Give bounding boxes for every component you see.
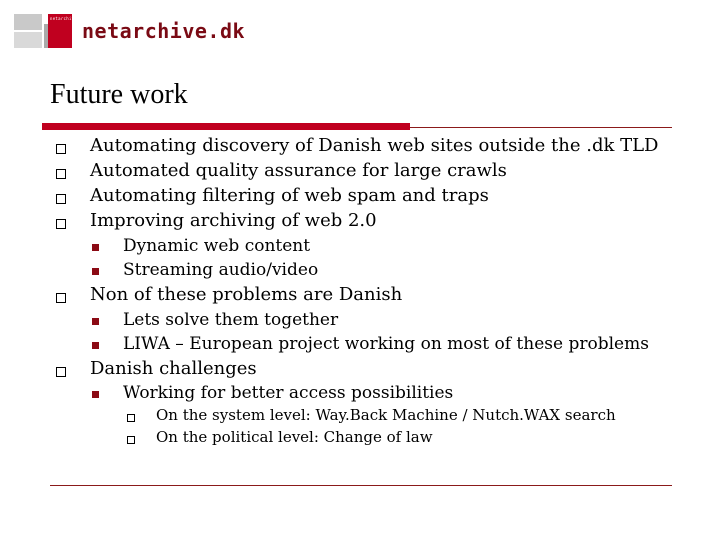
sub-sub-bullet-item: On the political level: Change of law bbox=[156, 428, 433, 446]
hollow-square-bullet-icon bbox=[56, 194, 66, 204]
hollow-square-bullet-icon bbox=[56, 219, 66, 229]
bullet-item: Danish challenges bbox=[90, 358, 257, 379]
logo-tiny-text: netarchive.dk bbox=[50, 16, 86, 21]
sub-sub-bullet-item: On the system level: Way.Back Machine / Nutch.WAX search bbox=[156, 406, 616, 424]
filled-square-bullet-icon bbox=[92, 268, 99, 275]
sub-bullet-item: Streaming audio/video bbox=[123, 260, 319, 280]
logo-square-grey-top bbox=[14, 14, 42, 30]
bullet-item: Automated quality assurance for large crawls bbox=[90, 160, 507, 181]
bullet-item: Automating discovery of Danish web sites outside the .dk TLD bbox=[90, 135, 659, 156]
sub-bullet-item: Working for better access possibilities bbox=[123, 383, 454, 403]
netarchive-logo-mark bbox=[14, 14, 86, 50]
small-hollow-square-bullet-icon bbox=[127, 414, 135, 422]
filled-square-bullet-icon bbox=[92, 391, 99, 398]
hollow-square-bullet-icon bbox=[56, 144, 66, 154]
filled-square-bullet-icon bbox=[92, 244, 99, 251]
brand-wordmark: netarchive.dk bbox=[82, 19, 246, 43]
bullet-item: Improving archiving of web 2.0 bbox=[90, 210, 377, 231]
sub-bullet-item: Dynamic web content bbox=[123, 236, 311, 256]
footer-divider bbox=[50, 485, 672, 486]
hollow-square-bullet-icon bbox=[56, 367, 66, 377]
slide-title: Future work bbox=[50, 79, 188, 110]
title-underline-thin bbox=[410, 127, 672, 128]
hollow-square-bullet-icon bbox=[56, 293, 66, 303]
title-underline-red bbox=[42, 123, 410, 130]
logo-square-grey-bottom bbox=[14, 32, 42, 48]
filled-square-bullet-icon bbox=[92, 318, 99, 325]
small-hollow-square-bullet-icon bbox=[127, 436, 135, 444]
filled-square-bullet-icon bbox=[92, 342, 99, 349]
bullet-item: Automating filtering of web spam and traps bbox=[90, 185, 489, 206]
sub-bullet-item: Lets solve them together bbox=[123, 310, 339, 330]
bullet-item: Non of these problems are Danish bbox=[90, 284, 403, 305]
sub-bullet-item: LIWA – European project working on most of these problems bbox=[123, 334, 649, 354]
hollow-square-bullet-icon bbox=[56, 169, 66, 179]
